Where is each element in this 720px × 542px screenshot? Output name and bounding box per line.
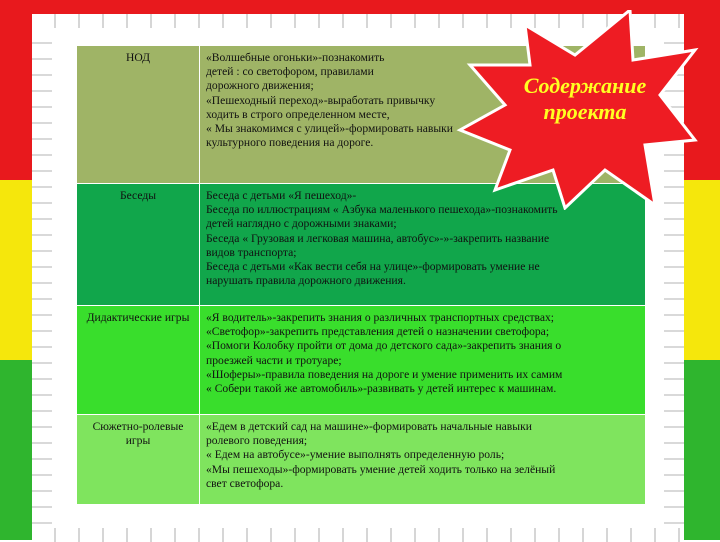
row-description [200, 415, 646, 505]
row-line: детей : со светофором, правилами [206, 65, 374, 79]
row-line: ролевого поведения; [206, 434, 308, 448]
row-line: « Едем на автобусе»-умение выполнять определенную роль; [206, 448, 505, 462]
row-line: « Мы знакомимся с улицей»-формировать навыки [206, 122, 453, 136]
row-line: видов транспорта; [206, 245, 297, 259]
table-row-role-play-games [77, 415, 646, 505]
row-description [200, 306, 646, 415]
title-line: Содержание [523, 73, 647, 98]
row-heading: Сюжетно-ролевые игры [77, 415, 200, 505]
row-line: нарушать правила дорожного движения. [206, 274, 406, 288]
row-line: «Едем в детский сад на машине»-формировать начальные навыки [206, 420, 532, 433]
row-line: « Собери такой же автомобиль»-развивать у детей интерес к машинам. [206, 382, 557, 396]
row-line: Беседа по иллюстрациям « Азбука маленького пешехода»-познакомить [206, 203, 558, 217]
row-line: культурного поведения на дороге. [206, 136, 374, 150]
row-line: Беседа « Грузовая и легковая машина, автобус»-»-закрепить название [206, 231, 550, 245]
table-row-didactic-games [77, 306, 646, 415]
project-content-title [470, 73, 700, 125]
row-heading: Беседы [77, 184, 200, 306]
row-line: детей наглядно с дорожными знаками; [206, 217, 397, 231]
row-line: ходить в строго определенном месте, [206, 107, 390, 121]
row-line: дорожного движения; [206, 79, 314, 93]
row-heading: Дидактические игры [77, 306, 200, 415]
row-line: проезжей части и тротуаре; [206, 353, 342, 367]
row-line: свет светофора. [206, 476, 284, 490]
row-line: Беседа с детьми «Я пешеход»- [206, 189, 357, 202]
row-line: «Светофор»-закрепить представления детей о назначении светофора; [206, 325, 550, 339]
row-line: «Пешеходный переход»-выработать привычку [206, 93, 436, 107]
row-line: Беседа с детьми «Как вести себя на улице»-формировать умение не [206, 260, 540, 274]
row-line: «Я водитель»-закрепить знания о различных транспортных средствах; [206, 311, 555, 324]
row-heading: НОД [77, 46, 200, 184]
row-line: «Шоферы»-правила поведения на дороге и умение применить их самим [206, 367, 563, 381]
title-line: проекта [543, 99, 627, 124]
row-line: «Волшебные огоньки»-познакомить [206, 51, 385, 64]
row-line: «Помоги Колобку пройти от дома до детского сада»-закрепить знания о [206, 339, 562, 353]
row-line: «Мы пешеходы»-формировать умение детей ходить только на зелёный [206, 462, 556, 476]
